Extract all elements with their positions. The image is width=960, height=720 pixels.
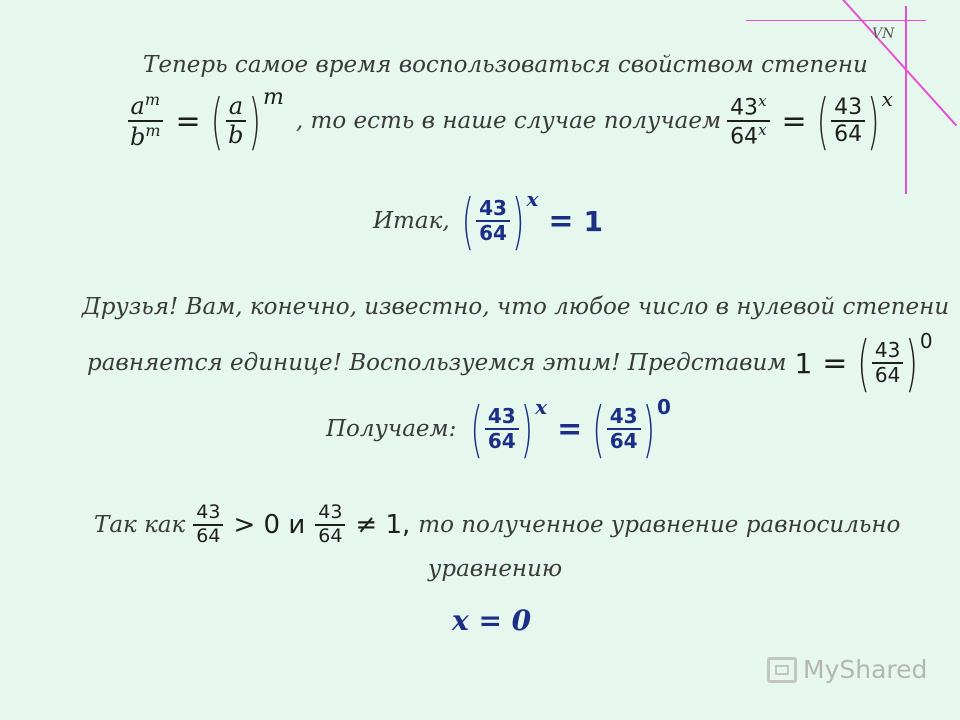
equals-text: равняется единице! Воспользуемся этим! Представим [87,350,787,376]
case-lhs-fraction: $\frac{43^x}{64^x}$ [727,94,769,149]
corner-label: VN [872,26,895,42]
get-label: Получаем: [326,416,457,442]
represent-fraction: $\frac{43}{64}$ [872,340,903,386]
case-equals: = [781,103,807,139]
corner-line-horizontal [746,20,926,21]
intro-text: Теперь самое время воспользоваться свойством степени [143,52,868,78]
presentation-icon [767,657,797,683]
property-lhs-fraction: $\frac{a^m}{b^m}$ [127,92,164,150]
itak-formula: ( $\frac{43}{64}$ ) x = 1 [461,184,604,258]
since-line: Так как $\frac{43}{64}$ > 0 и $\frac{43}{64}$ ≠ 1, то полученное уравнение равносильно [94,501,901,547]
itak-label: Итак, [373,208,450,234]
get-formula: ( $\frac{43}{64}$ ) x = ( $\frac{43}{64}$ ) 0 [470,392,671,466]
case-rhs-fraction: $\frac{43}{64}$ [831,96,865,146]
since-label: Так как [94,512,186,538]
case-rhs-exponent: x [881,87,893,111]
case-text: , то есть в наше случае получаем [295,108,722,134]
itak-line [373,186,603,256]
property-rhs-exponent: m [263,84,284,110]
get-line [326,394,671,464]
since-rest-text-2: уравнению [428,556,563,582]
represent-line: равняется единице! Воспользуемся этим! Представим 1 = ( $\frac{43}{64}$ ) 0 [87,326,933,400]
since-rest-text: то полученное уравнение равносильно [418,512,901,538]
property-rhs-fraction: $\frac{a}{b}$ [225,94,246,148]
friends-text: Друзья! Вам, конечно, известно, что любое число в нулевой степени [82,294,950,320]
corner-line-vertical [905,6,907,194]
answer: x = 0 [452,604,532,637]
property-equals: = [175,103,201,139]
watermark: MyShared [767,655,927,684]
property-line: $\frac{a^m}{b^m}$ = ( $\frac{a}{b}$ ) m , то есть в наше случае получаем $\frac{43^x}{64^x}$ = ( $\frac{43}{64}$ ) x [125,86,893,156]
represent-exponent: 0 [919,329,933,353]
